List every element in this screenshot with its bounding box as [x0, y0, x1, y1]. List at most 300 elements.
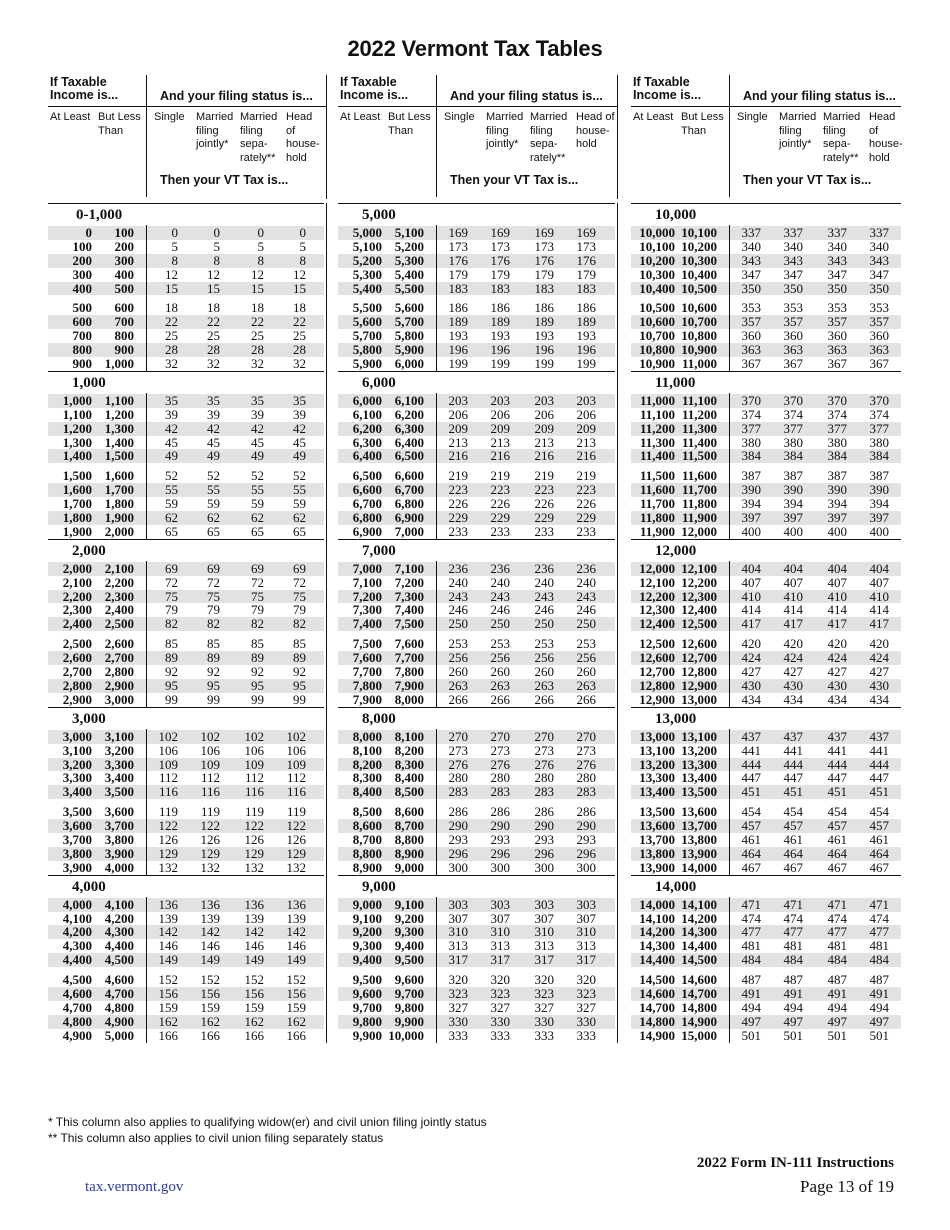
tax-single: 451: [741, 784, 761, 800]
income-is-line: Income is...: [633, 88, 702, 102]
table-row: [48, 744, 324, 758]
tax-single: 183: [448, 280, 468, 296]
header-text-line: filing: [486, 124, 509, 137]
table-row: [631, 1001, 901, 1015]
but-less-than-value: 8,800: [394, 831, 424, 847]
at-least-value: 6,800: [352, 510, 382, 526]
tax-married-separately: 99: [251, 691, 264, 707]
at-least-value: 9,100: [352, 910, 382, 926]
tax-head-of-household: 384: [869, 448, 889, 464]
at-least-value: 8,500: [352, 804, 382, 820]
at-least-value: 13,400: [639, 784, 675, 800]
section-label: 1,000: [72, 374, 106, 391]
but-less-than-value: 9,200: [394, 910, 424, 926]
tax-head-of-household: 89: [293, 650, 306, 666]
tax-head-of-household: 323: [576, 985, 596, 1001]
at-least-value: 10,400: [639, 280, 675, 296]
at-least-value: 5,400: [352, 280, 382, 296]
but-less-than-value: 5,900: [394, 342, 424, 358]
income-section: [631, 539, 901, 707]
tax-single: 253: [448, 636, 468, 652]
at-least-value: 600: [72, 314, 92, 330]
tax-head-of-household: 59: [293, 496, 306, 512]
table-row: [338, 315, 615, 329]
at-least-value: 1,000: [62, 392, 92, 408]
table-row: [631, 819, 901, 833]
tax-head-of-household: 300: [576, 859, 596, 875]
but-less-than-value: 1,200: [104, 406, 134, 422]
at-least-value: 2,100: [62, 574, 92, 590]
at-least-value: 200: [72, 252, 92, 268]
tax-single: 360: [741, 328, 761, 344]
at-least-value: 2,400: [62, 616, 92, 632]
tax-married-jointly: 363: [783, 342, 803, 358]
but-less-than-value: 300: [114, 252, 134, 268]
but-less-than-value: 13,700: [681, 818, 717, 834]
but-less-header: [98, 111, 141, 138]
tax-single: 407: [741, 574, 761, 590]
at-least-value: 9,400: [352, 952, 382, 968]
tax-married-separately: 146: [244, 938, 264, 954]
tax-head-of-household: 276: [576, 756, 596, 772]
tax-married-jointly: 497: [783, 1013, 803, 1029]
table-row: [631, 665, 901, 679]
tax-single: 149: [158, 952, 178, 968]
tax-head-of-household: 430: [869, 677, 889, 693]
at-least-value: 700: [72, 328, 92, 344]
but-less-than-value: 7,400: [394, 602, 424, 618]
but-less-than-value: 12,200: [681, 574, 717, 590]
header-text-line: sepa-: [823, 138, 851, 150]
but-less-than-value: 4,500: [104, 952, 134, 968]
tax-single: 203: [448, 392, 468, 408]
if-taxable-line: If Taxable: [340, 75, 397, 89]
at-least-value: 1,400: [62, 448, 92, 464]
tax-head-of-household: 0: [299, 225, 306, 240]
tax-head-of-household: 464: [869, 845, 889, 861]
tax-married-jointly: 0: [213, 225, 220, 240]
tax-married-separately: 286: [534, 804, 554, 820]
at-least-value: 4,600: [62, 985, 92, 1001]
at-least-value: 300: [72, 266, 92, 282]
tax-head-of-household: 273: [576, 742, 596, 758]
table-row: [631, 525, 901, 539]
tax-married-jointly: 59: [207, 496, 220, 512]
section-label: 9,000: [362, 878, 396, 895]
at-least-value: 6,600: [352, 482, 382, 498]
then-your-tax-label: Then your VT Tax is...: [743, 173, 872, 187]
table-row: [48, 847, 324, 861]
tax-married-jointly: 270: [490, 728, 510, 744]
header-text-line: Married: [779, 111, 817, 123]
tax-married-jointly: 417: [783, 616, 803, 632]
but-less-than-value: 13,400: [681, 770, 717, 786]
tax-married-jointly: 119: [200, 804, 220, 820]
table-row: [48, 953, 324, 967]
tax-head-of-household: 196: [576, 342, 596, 358]
at-least-value: 9,600: [352, 985, 382, 1001]
tax-married-jointly: 283: [490, 784, 510, 800]
tax-head-of-household: 437: [869, 728, 889, 744]
but-less-than-value: 10,100: [681, 225, 717, 240]
tax-head-of-household: 467: [869, 859, 889, 875]
tax-head-of-household: 102: [286, 728, 306, 744]
tax-married-jointly: 420: [783, 636, 803, 652]
but-less-than-value: 3,300: [104, 756, 134, 772]
tax-married-jointly: 317: [490, 952, 510, 968]
tax-married-separately: 162: [244, 1013, 264, 1029]
income-section: [631, 707, 901, 875]
tax-married-separately: 85: [251, 636, 264, 652]
at-least-value: 3,500: [62, 804, 92, 820]
tax-single: 162: [158, 1013, 178, 1029]
table-row: [48, 805, 324, 819]
table-row: [631, 226, 901, 240]
table-row: [631, 987, 901, 1001]
table-row: [631, 590, 901, 604]
tax-single: 213: [448, 434, 468, 450]
tax-single: 129: [158, 845, 178, 861]
tax-single: 414: [741, 602, 761, 618]
table-row: [338, 497, 615, 511]
tax-single: 12: [165, 266, 178, 282]
but-less-than-value: 10,600: [681, 300, 717, 316]
table-row: [338, 617, 615, 631]
tax-head-of-household: 189: [576, 314, 596, 330]
tax-single: 343: [741, 252, 761, 268]
table-row: [631, 833, 901, 847]
but-less-than-value: 500: [114, 280, 134, 296]
tax-married-separately: 149: [244, 952, 264, 968]
but-less-than-value: 10,000: [388, 1027, 424, 1043]
table-row: [48, 562, 324, 576]
tax-married-separately: 494: [827, 999, 847, 1015]
at-least-value: 11,900: [639, 523, 675, 539]
but-less-than-value: 4,800: [104, 999, 134, 1015]
at-least-value: 1,900: [62, 523, 92, 539]
at-least-value: 10,900: [639, 356, 675, 372]
at-least-value: 9,300: [352, 938, 382, 954]
tax-head-of-household: 474: [869, 910, 889, 926]
tax-head-of-household: 444: [869, 756, 889, 772]
tax-head-of-household: 25: [293, 328, 306, 344]
table-block-2: [338, 73, 615, 1093]
at-least-value: 14,100: [639, 910, 675, 926]
but-less-than-value: 6,100: [394, 392, 424, 408]
at-least-value: 3,200: [62, 756, 92, 772]
tax-head-of-household: 69: [293, 560, 306, 576]
tax-head-of-household: 35: [293, 392, 306, 408]
table-row: [48, 939, 324, 953]
tax-head-of-household: 99: [293, 691, 306, 707]
but-less-than-value: 13,600: [681, 804, 717, 820]
table-row: [631, 758, 901, 772]
but-less-than-value: 8,200: [394, 742, 424, 758]
at-least-value: 14,900: [639, 1027, 675, 1043]
tax-married-jointly: 49: [207, 448, 220, 464]
tax-head-of-household: 169: [576, 225, 596, 240]
tax-single: 363: [741, 342, 761, 358]
tax-married-jointly: 451: [783, 784, 803, 800]
tax-married-separately: 35: [251, 392, 264, 408]
tax-married-separately: 109: [244, 756, 264, 772]
tax-single: 300: [448, 859, 468, 875]
at-least-value: 7,600: [352, 650, 382, 666]
tax-single: 333: [448, 1027, 468, 1043]
tax-single: 273: [448, 742, 468, 758]
section-heading: [631, 707, 901, 730]
tax-head-of-household: 330: [576, 1013, 596, 1029]
tax-single: 494: [741, 999, 761, 1015]
at-least-value: 4,800: [62, 1013, 92, 1029]
tax-single: 18: [165, 300, 178, 316]
table-row: [338, 925, 615, 939]
single-header: Single: [444, 111, 475, 123]
married-separately-header: [240, 111, 277, 165]
tax-married-separately: 266: [534, 691, 554, 707]
but-less-than-value: 13,100: [681, 728, 717, 744]
tax-head-of-household: 85: [293, 636, 306, 652]
section-heading: [631, 875, 901, 898]
header-text-line: rately**: [823, 151, 859, 164]
section-heading: [48, 203, 324, 226]
block-right-border: [617, 539, 618, 707]
tax-married-separately: 189: [534, 314, 554, 330]
at-least-value: 4,000: [62, 896, 92, 912]
tax-married-jointly: 142: [200, 924, 220, 940]
tax-married-separately: 380: [827, 434, 847, 450]
section-heading: [48, 371, 324, 394]
tax-head-of-household: 142: [286, 924, 306, 940]
tax-married-jointly: 501: [783, 1027, 803, 1043]
tax-single: 430: [741, 677, 761, 693]
tax-married-separately: 122: [244, 818, 264, 834]
but-less-than-value: 14,100: [681, 896, 717, 912]
tax-single: 126: [158, 831, 178, 847]
table-row: [48, 343, 324, 357]
but-less-than-value: 11,500: [681, 448, 717, 464]
table-row: [631, 301, 901, 315]
section-divider: [146, 897, 147, 1043]
tax-married-separately: 290: [534, 818, 554, 834]
tax-head-of-household: 152: [286, 972, 306, 988]
tax-married-jointly: 414: [783, 602, 803, 618]
tax-married-jointly: 89: [207, 650, 220, 666]
tax-married-jointly: 357: [783, 314, 803, 330]
at-least-value: 4,100: [62, 910, 92, 926]
tax-married-jointly: 350: [783, 280, 803, 296]
tax-single: 367: [741, 356, 761, 372]
tax-married-separately: 327: [534, 999, 554, 1015]
tax-head-of-household: 45: [293, 434, 306, 450]
tax-head-of-household: 18: [293, 300, 306, 316]
tax-married-jointly: 397: [783, 510, 803, 526]
tax-head-of-household: 390: [869, 482, 889, 498]
tax-head-of-household: 243: [576, 588, 596, 604]
section-divider: [146, 393, 147, 539]
table-row: [631, 449, 901, 463]
section-label: 4,000: [72, 878, 106, 895]
tax-head-of-household: 457: [869, 818, 889, 834]
at-least-value: 13,700: [639, 831, 675, 847]
tax-head-of-household: 387: [869, 468, 889, 484]
tax-married-separately: 52: [251, 468, 264, 484]
tax-married-separately: 219: [534, 468, 554, 484]
tax-married-jointly: 122: [200, 818, 220, 834]
tax-head-of-household: 491: [869, 985, 889, 1001]
tax-single: 223: [448, 482, 468, 498]
but-less-than-value: 9,800: [394, 999, 424, 1015]
tax-head-of-household: 233: [576, 523, 596, 539]
tax-married-jointly: 243: [490, 588, 510, 604]
at-least-value: 1,100: [62, 406, 92, 422]
tax-single: 390: [741, 482, 761, 498]
table-row: [48, 912, 324, 926]
at-least-value: 12,700: [639, 664, 675, 680]
table-row: [48, 315, 324, 329]
tax-single: 427: [741, 664, 761, 680]
tax-single: 400: [741, 523, 761, 539]
but-less-than-value: 600: [114, 300, 134, 316]
at-least-header: At Least: [633, 111, 674, 123]
tax-married-separately: 444: [827, 756, 847, 772]
tax-head-of-household: 343: [869, 252, 889, 268]
table-row: [631, 497, 901, 511]
but-less-than-value: 10,200: [681, 238, 717, 254]
block-right-border: [326, 203, 327, 371]
tax-single: 39: [165, 406, 178, 422]
tax-head-of-household: 340: [869, 238, 889, 254]
tax-married-separately: 407: [827, 574, 847, 590]
at-least-value: 5,100: [352, 238, 382, 254]
table-row: [338, 590, 615, 604]
tax-married-separately: 0: [257, 225, 264, 240]
tax-single: 380: [741, 434, 761, 450]
tax-married-separately: 394: [827, 496, 847, 512]
block-right-border: [326, 875, 327, 1043]
at-least-value: 3,400: [62, 784, 92, 800]
at-least-value: 11,500: [639, 468, 675, 484]
tax-married-separately: 357: [827, 314, 847, 330]
tax-single: 156: [158, 985, 178, 1001]
table-row: [48, 497, 324, 511]
at-least-value: 7,300: [352, 602, 382, 618]
but-less-than-value: 9,000: [394, 859, 424, 875]
page-title: 2022 Vermont Tax Tables: [347, 36, 603, 61]
tax-head-of-household: 139: [286, 910, 306, 926]
tax-single: 394: [741, 496, 761, 512]
table-row: [338, 785, 615, 799]
at-least-value: 6,900: [352, 523, 382, 539]
at-least-value: 12,400: [639, 616, 675, 632]
table-row: [338, 562, 615, 576]
tax-married-jointly: 79: [207, 602, 220, 618]
but-less-than-value: 8,700: [394, 818, 424, 834]
table-row: [338, 329, 615, 343]
tax-head-of-household: 477: [869, 924, 889, 940]
at-least-value: 1,500: [62, 468, 92, 484]
table-row: [48, 357, 324, 371]
tax-married-separately: 206: [534, 406, 554, 422]
tax-single: 59: [165, 496, 178, 512]
tax-married-jointly: 380: [783, 434, 803, 450]
tax-single: 49: [165, 448, 178, 464]
section-heading: [631, 539, 901, 562]
table-row: [338, 953, 615, 967]
tax-married-separately: 132: [244, 859, 264, 875]
tax-single: 35: [165, 392, 178, 408]
but-less-than-value: 1,500: [104, 448, 134, 464]
tax-single: 65: [165, 523, 178, 539]
at-least-value: 13,900: [639, 859, 675, 875]
income-section: [48, 875, 324, 1043]
tax-married-jointly: 183: [490, 280, 510, 296]
header-text-line: filing: [823, 124, 846, 137]
but-less-than-value: 12,600: [681, 636, 717, 652]
table-row: [338, 861, 615, 875]
at-least-value: 8,000: [352, 728, 382, 744]
tax-married-jointly: 377: [783, 420, 803, 436]
tax-married-separately: 497: [827, 1013, 847, 1029]
table-row: [631, 925, 901, 939]
tax-single: 290: [448, 818, 468, 834]
section-heading: [338, 875, 615, 898]
at-least-value: 7,500: [352, 636, 382, 652]
footnotes: [48, 1114, 487, 1146]
table-row: [338, 819, 615, 833]
but-less-than-value: 8,100: [394, 728, 424, 744]
tax-single: 276: [448, 756, 468, 772]
tax-married-separately: 320: [534, 972, 554, 988]
header-text-line: Head of: [286, 111, 313, 137]
at-least-value: 13,800: [639, 845, 675, 861]
table-row: [631, 617, 901, 631]
tax-single: 116: [158, 784, 178, 800]
table-row: [48, 301, 324, 315]
at-least-value: 12,500: [639, 636, 675, 652]
tax-married-separately: 142: [244, 924, 264, 940]
but-less-than-value: 1,000: [104, 356, 134, 372]
tax-single: 189: [448, 314, 468, 330]
at-least-value: 5,200: [352, 252, 382, 268]
section-heading: [631, 371, 901, 394]
tax-head-of-household: 39: [293, 406, 306, 422]
at-least-value: 1,200: [62, 420, 92, 436]
tax-married-separately: 441: [827, 742, 847, 758]
tax-married-jointly: 347: [783, 266, 803, 282]
website-link[interactable]: tax.vermont.gov: [85, 1179, 184, 1195]
but-less-than-value: 12,400: [681, 602, 717, 618]
table-row: [338, 394, 615, 408]
at-least-value: 8,600: [352, 818, 382, 834]
tax-married-jointly: 209: [490, 420, 510, 436]
tax-married-jointly: 477: [783, 924, 803, 940]
but-less-than-value: 6,700: [394, 482, 424, 498]
tax-single: 337: [741, 225, 761, 240]
tax-married-jointly: 173: [490, 238, 510, 254]
table-row: [338, 651, 615, 665]
tax-married-jointly: 424: [783, 650, 803, 666]
tax-head-of-household: 186: [576, 300, 596, 316]
header-text-line: Married: [240, 111, 278, 123]
tax-single: 484: [741, 952, 761, 968]
but-less-than-value: 6,600: [394, 468, 424, 484]
at-least-value: 100: [72, 238, 92, 254]
tax-married-jointly: 28: [207, 342, 220, 358]
tax-married-separately: 437: [827, 728, 847, 744]
tax-married-separately: 303: [534, 896, 554, 912]
but-less-than-value: 10,300: [681, 252, 717, 268]
